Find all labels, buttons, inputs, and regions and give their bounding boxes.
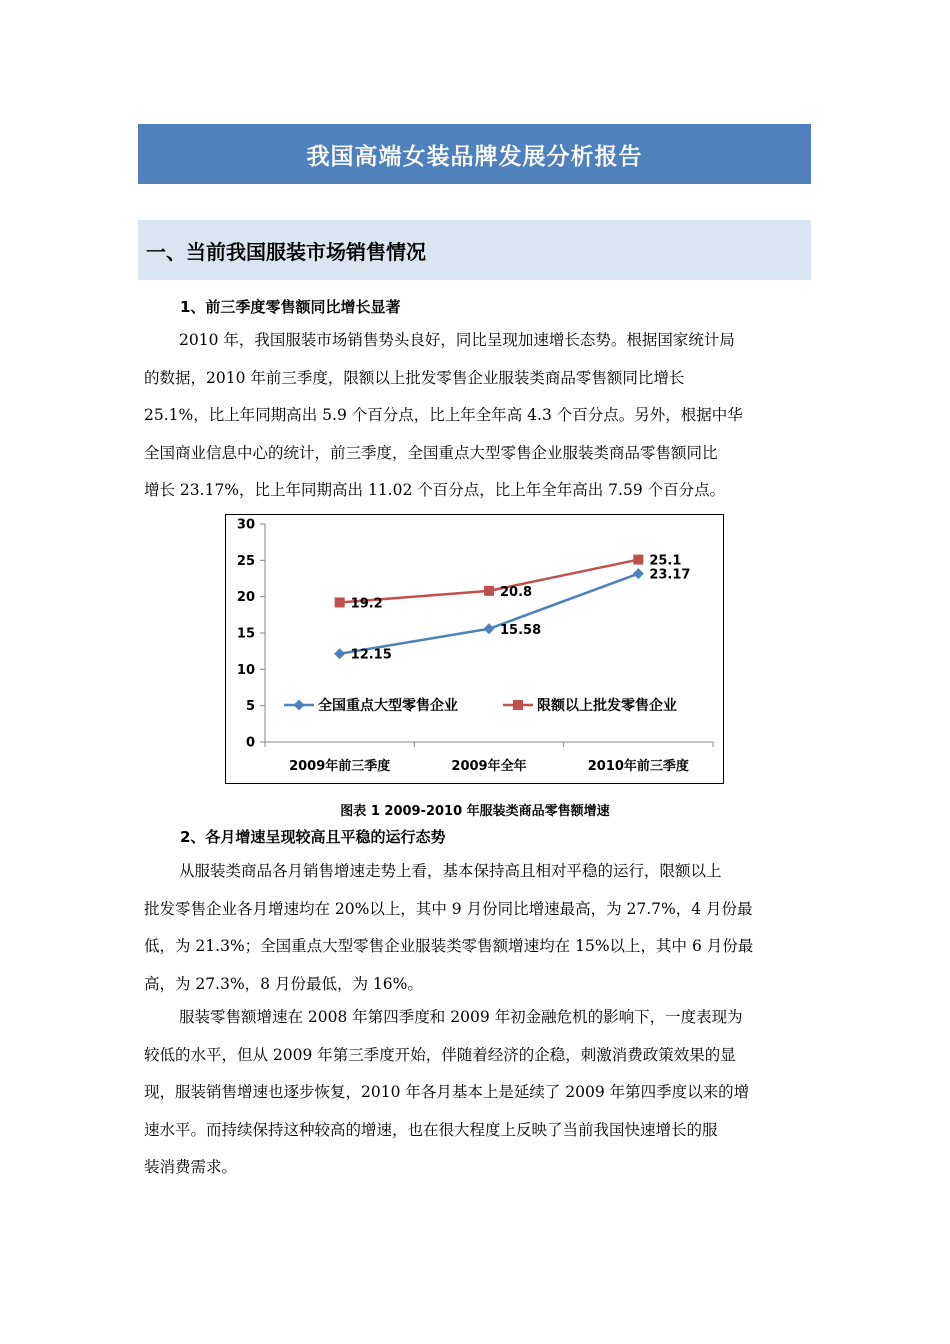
series-line-2 bbox=[340, 560, 639, 603]
paragraph-line: 服装零售额增速在 2008 年第四季度和 2009 年初金融危机的影响下，一度表现为 bbox=[179, 1008, 743, 1026]
x-tick-label: 2009年前三季度 bbox=[289, 759, 391, 774]
data-label: 15.58 bbox=[500, 622, 542, 638]
data-point bbox=[335, 597, 345, 607]
paragraph-line: 低，为 21.3%；全国重点大型零售企业服装类零售额增速均在 15%以上，其中 6 月份最 bbox=[144, 937, 754, 956]
y-tick-label: 25 bbox=[236, 553, 255, 569]
y-tick-label: 5 bbox=[245, 699, 255, 715]
y-tick-label: 30 bbox=[236, 517, 255, 533]
paragraph-line: 装消费需求。 bbox=[144, 1158, 238, 1177]
paragraph-line: 从服装类商品各月销售增速走势上看，基本保持高且相对平稳的运行，限额以上 bbox=[179, 862, 722, 880]
legend-marker bbox=[513, 700, 523, 710]
paragraph-line: 全国商业信息中心的统计，前三季度，全国重点大型零售企业服装类商品零售额同比 bbox=[144, 443, 718, 462]
paragraph-3 bbox=[144, 999, 808, 1187]
subheading-2: 2、各月增速呈现较高且平稳的运行态势 bbox=[180, 828, 446, 846]
data-label: 19.2 bbox=[350, 596, 383, 612]
paragraph-line: 的数据，2010 年前三季度，限额以上批发零售企业服装类商品零售额同比增长 bbox=[144, 368, 685, 387]
y-tick-label: 0 bbox=[245, 735, 255, 751]
paragraph-1 bbox=[144, 322, 808, 510]
paragraph-2 bbox=[144, 853, 808, 1003]
legend-label: 全国重点大型零售企业 bbox=[318, 698, 458, 714]
paragraph-line: 批发零售企业各月增速均在 20%以上，其中 9 月份同比增速最高，为 27.7%，4 月份最 bbox=[144, 899, 753, 918]
data-point bbox=[633, 555, 643, 565]
data-label: 20.8 bbox=[500, 584, 533, 600]
legend-label: 限额以上批发零售企业 bbox=[537, 698, 677, 714]
x-tick-label: 2010年前三季度 bbox=[587, 759, 689, 774]
paragraph-line: 较低的水平，但从 2009 年第三季度开始，伴随着经济的企稳，刺激消费政策效果的显 bbox=[144, 1045, 736, 1064]
section-heading: 一、当前我国服装市场销售情况 bbox=[138, 220, 811, 280]
data-label: 12.15 bbox=[350, 647, 392, 663]
paragraph-line: 速水平。而持续保持这种较高的增速，也在很大程度上反映了当前我国快速增长的服 bbox=[144, 1120, 718, 1139]
y-tick-label: 20 bbox=[236, 590, 255, 606]
data-point bbox=[484, 586, 494, 596]
data-label: 25.1 bbox=[649, 553, 682, 569]
paragraph-line: 现，服装销售增速也逐步恢复，2010 年各月基本上是延续了 2009 年第四季度以来的增 bbox=[144, 1083, 750, 1102]
chart-canvas bbox=[226, 515, 722, 782]
y-tick-label: 15 bbox=[236, 626, 255, 642]
data-point bbox=[633, 568, 644, 579]
line-chart bbox=[225, 514, 724, 784]
data-point bbox=[334, 648, 345, 659]
paragraph-line: 25.1%，比上年同期高出 5.9 个百分点，比上年全年高 4.3 个百分点。另外，根据中华 bbox=[144, 406, 743, 425]
paragraph-line: 2010 年，我国服装市场销售势头良好，同比呈现加速增长态势。根据国家统计局 bbox=[179, 331, 735, 349]
data-label: 23.17 bbox=[649, 567, 691, 583]
paragraph-line: 高，为 27.3%，8 月份最低，为 16%。 bbox=[144, 974, 423, 993]
report-title: 我国高端女装品牌发展分析报告 bbox=[138, 124, 811, 184]
y-tick-label: 10 bbox=[236, 662, 255, 678]
x-tick-label: 2009年全年 bbox=[451, 759, 527, 774]
chart-caption: 图表 1 2009-2010 年服装类商品零售额增速 bbox=[340, 804, 610, 819]
data-point bbox=[484, 623, 495, 634]
legend-marker bbox=[294, 700, 305, 711]
paragraph-line: 增长 23.17%，比上年同期高出 11.02 个百分点，比上年全年高出 7.59 个百分点。 bbox=[144, 481, 726, 500]
subheading-1: 1、前三季度零售额同比增长显著 bbox=[180, 298, 401, 316]
series-line-1 bbox=[340, 574, 639, 654]
